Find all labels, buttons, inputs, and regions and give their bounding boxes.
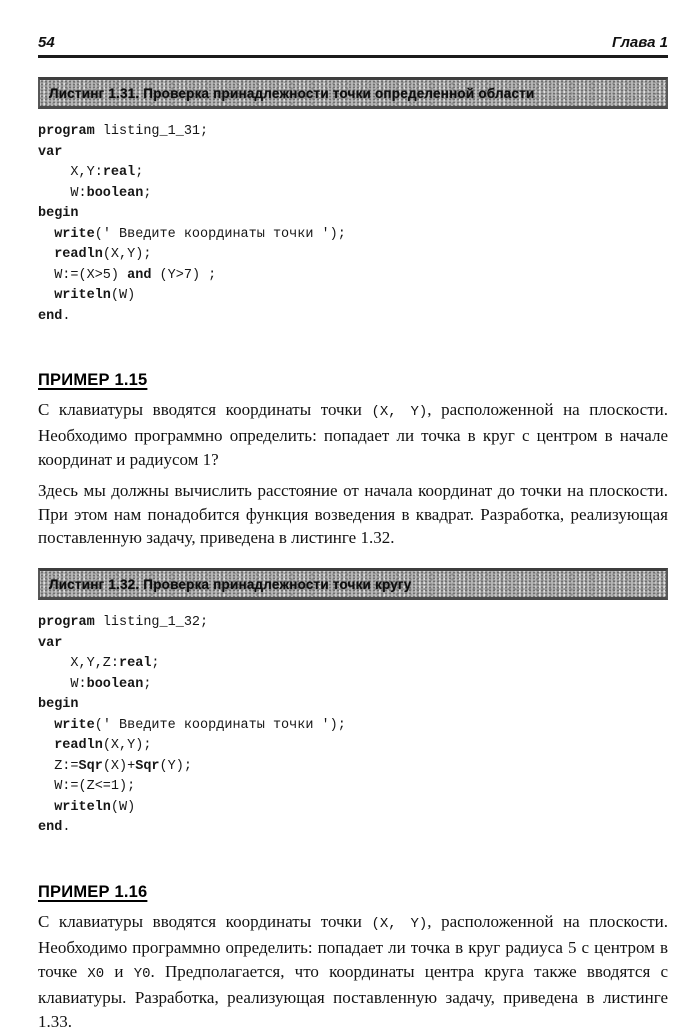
- code-line: [38, 798, 668, 819]
- code-keyword: end: [38, 820, 63, 836]
- code-line: [38, 634, 668, 655]
- code-text: [38, 738, 54, 753]
- code-text: ;: [135, 165, 144, 180]
- listing-1-31-title-bar: [38, 77, 668, 109]
- code-line: [38, 736, 668, 757]
- example-1-16-paragraph-1: [38, 910, 668, 1033]
- code-keyword: begin: [38, 697, 79, 713]
- code-text: W:=(X>5): [38, 267, 128, 283]
- code-text: Z:=: [38, 758, 79, 774]
- paragraph-text: С клавиатуры вводятся координаты точки: [38, 911, 372, 931]
- code-line: [38, 757, 668, 778]
- code-keyword: real: [119, 656, 152, 672]
- example-1-16-heading: ПРИМЕР 1.16: [38, 882, 148, 901]
- code-text: W:: [38, 185, 87, 201]
- chapter-title: Глава 1: [611, 34, 668, 51]
- paragraph-text: Здесь мы должны вычислить расстояние от начала координат до точки на плоскости. При этом нам понадобится функция возведения в квадрат. Разработка, реализующая поставленную задачу, приведена в листинге 1.32.: [38, 481, 668, 548]
- listing-1-31-code: [38, 122, 668, 327]
- code-keyword: end: [38, 308, 63, 324]
- code-keyword: real: [102, 165, 136, 180]
- inline-code-token: (X, Y): [371, 404, 428, 420]
- code-text: ;: [143, 185, 152, 201]
- listing-1-32-title-bar: [38, 568, 668, 600]
- code-keyword: program: [38, 124, 95, 139]
- code-text: (X,Y);: [102, 247, 152, 262]
- code-text: (W): [110, 799, 136, 815]
- code-keyword: begin: [38, 206, 79, 221]
- code-line: [38, 225, 668, 246]
- code-text: ;: [151, 656, 160, 672]
- code-keyword: var: [38, 635, 63, 651]
- code-line: [38, 163, 668, 184]
- code-text: (W): [110, 288, 136, 303]
- code-text: X,Y,Z:: [38, 656, 120, 672]
- code-keyword: readln: [54, 738, 103, 754]
- code-line: [38, 695, 668, 716]
- code-text: [38, 718, 54, 733]
- example-1-15-paragraph-1: [38, 398, 668, 471]
- code-keyword: write: [54, 226, 95, 242]
- code-line: [38, 204, 668, 225]
- code-text: W:: [38, 676, 87, 692]
- code-text: (' Введите координаты точки ');: [94, 717, 346, 733]
- code-line: [38, 307, 668, 328]
- page-header: [38, 34, 668, 55]
- code-text: listing_1_32;: [94, 615, 209, 631]
- code-text: (' Введите координаты точки ');: [94, 226, 346, 242]
- code-line: [38, 266, 668, 287]
- listing-1-31-title: Листинг 1.31. Проверка принадлежности точки определенной области: [49, 86, 535, 101]
- code-text: (Y);: [159, 758, 192, 774]
- code-keyword: boolean: [86, 185, 144, 201]
- code-keyword: readln: [54, 247, 103, 262]
- code-keyword: and: [127, 267, 152, 283]
- code-text: [38, 247, 54, 262]
- code-keyword: Sqr: [78, 758, 103, 774]
- inline-code-token: (X, Y): [371, 915, 428, 932]
- inline-code-token: Y0: [133, 965, 151, 982]
- code-text: (X)+: [102, 758, 136, 774]
- code-keyword: program: [38, 615, 95, 631]
- code-keyword: writeln: [54, 799, 111, 815]
- code-line: [38, 245, 668, 266]
- code-text: [38, 227, 54, 242]
- paragraph-text: С клавиатуры вводятся координаты точки: [38, 400, 372, 419]
- example-1-15-heading: ПРИМЕР 1.15: [38, 371, 148, 389]
- header-rule: [38, 55, 668, 58]
- code-line: [38, 613, 668, 634]
- code-line: [38, 143, 668, 164]
- paragraph-text: . Предполагается, что координаты центра круга также вводятся с клавиатуры. Разработка, реализующая поставленную задачу, приведена в листинге 1.33.: [38, 961, 669, 1031]
- code-text: [38, 800, 54, 815]
- code-line: [38, 122, 668, 143]
- code-keyword: var: [38, 144, 63, 160]
- code-text: X,Y:: [38, 165, 103, 180]
- paragraph-text: , расположенной на плоскости. Необходимо программно определить: попадает ли точка в круг с центром в начале координат и радиусом 1?: [38, 400, 668, 469]
- code-keyword: writeln: [54, 288, 111, 303]
- code-text: [38, 288, 54, 303]
- code-text: W:=(Z<=1);: [38, 779, 136, 795]
- listing-1-32-title: Листинг 1.32. Проверка принадлежности точки кругу: [49, 577, 412, 593]
- inline-code-token: X0: [87, 965, 105, 982]
- paragraph-text: и: [104, 961, 134, 981]
- page-number: 54: [38, 34, 55, 51]
- code-text: .: [62, 820, 71, 836]
- code-text: (Y>7) ;: [151, 267, 217, 283]
- code-text: ;: [143, 676, 152, 692]
- code-keyword: write: [54, 717, 95, 733]
- code-line: [38, 777, 668, 798]
- code-text: (X,Y);: [102, 738, 152, 754]
- code-line: [38, 818, 668, 839]
- listing-1-32-code: [38, 613, 668, 839]
- code-line: [38, 654, 668, 675]
- code-keyword: Sqr: [135, 758, 160, 774]
- code-keyword: boolean: [86, 676, 144, 692]
- paragraph-text: , расположенной на плоскости. Необходимо программно определить: попадает ли точка в круг радиуса 5 с центром в точке: [38, 911, 668, 981]
- code-line: [38, 286, 668, 307]
- code-line: [38, 184, 668, 205]
- example-1-15-paragraph-2: [38, 479, 668, 549]
- code-line: [38, 675, 668, 696]
- code-line: [38, 716, 668, 737]
- code-text: listing_1_31;: [94, 124, 209, 139]
- code-text: .: [62, 308, 71, 324]
